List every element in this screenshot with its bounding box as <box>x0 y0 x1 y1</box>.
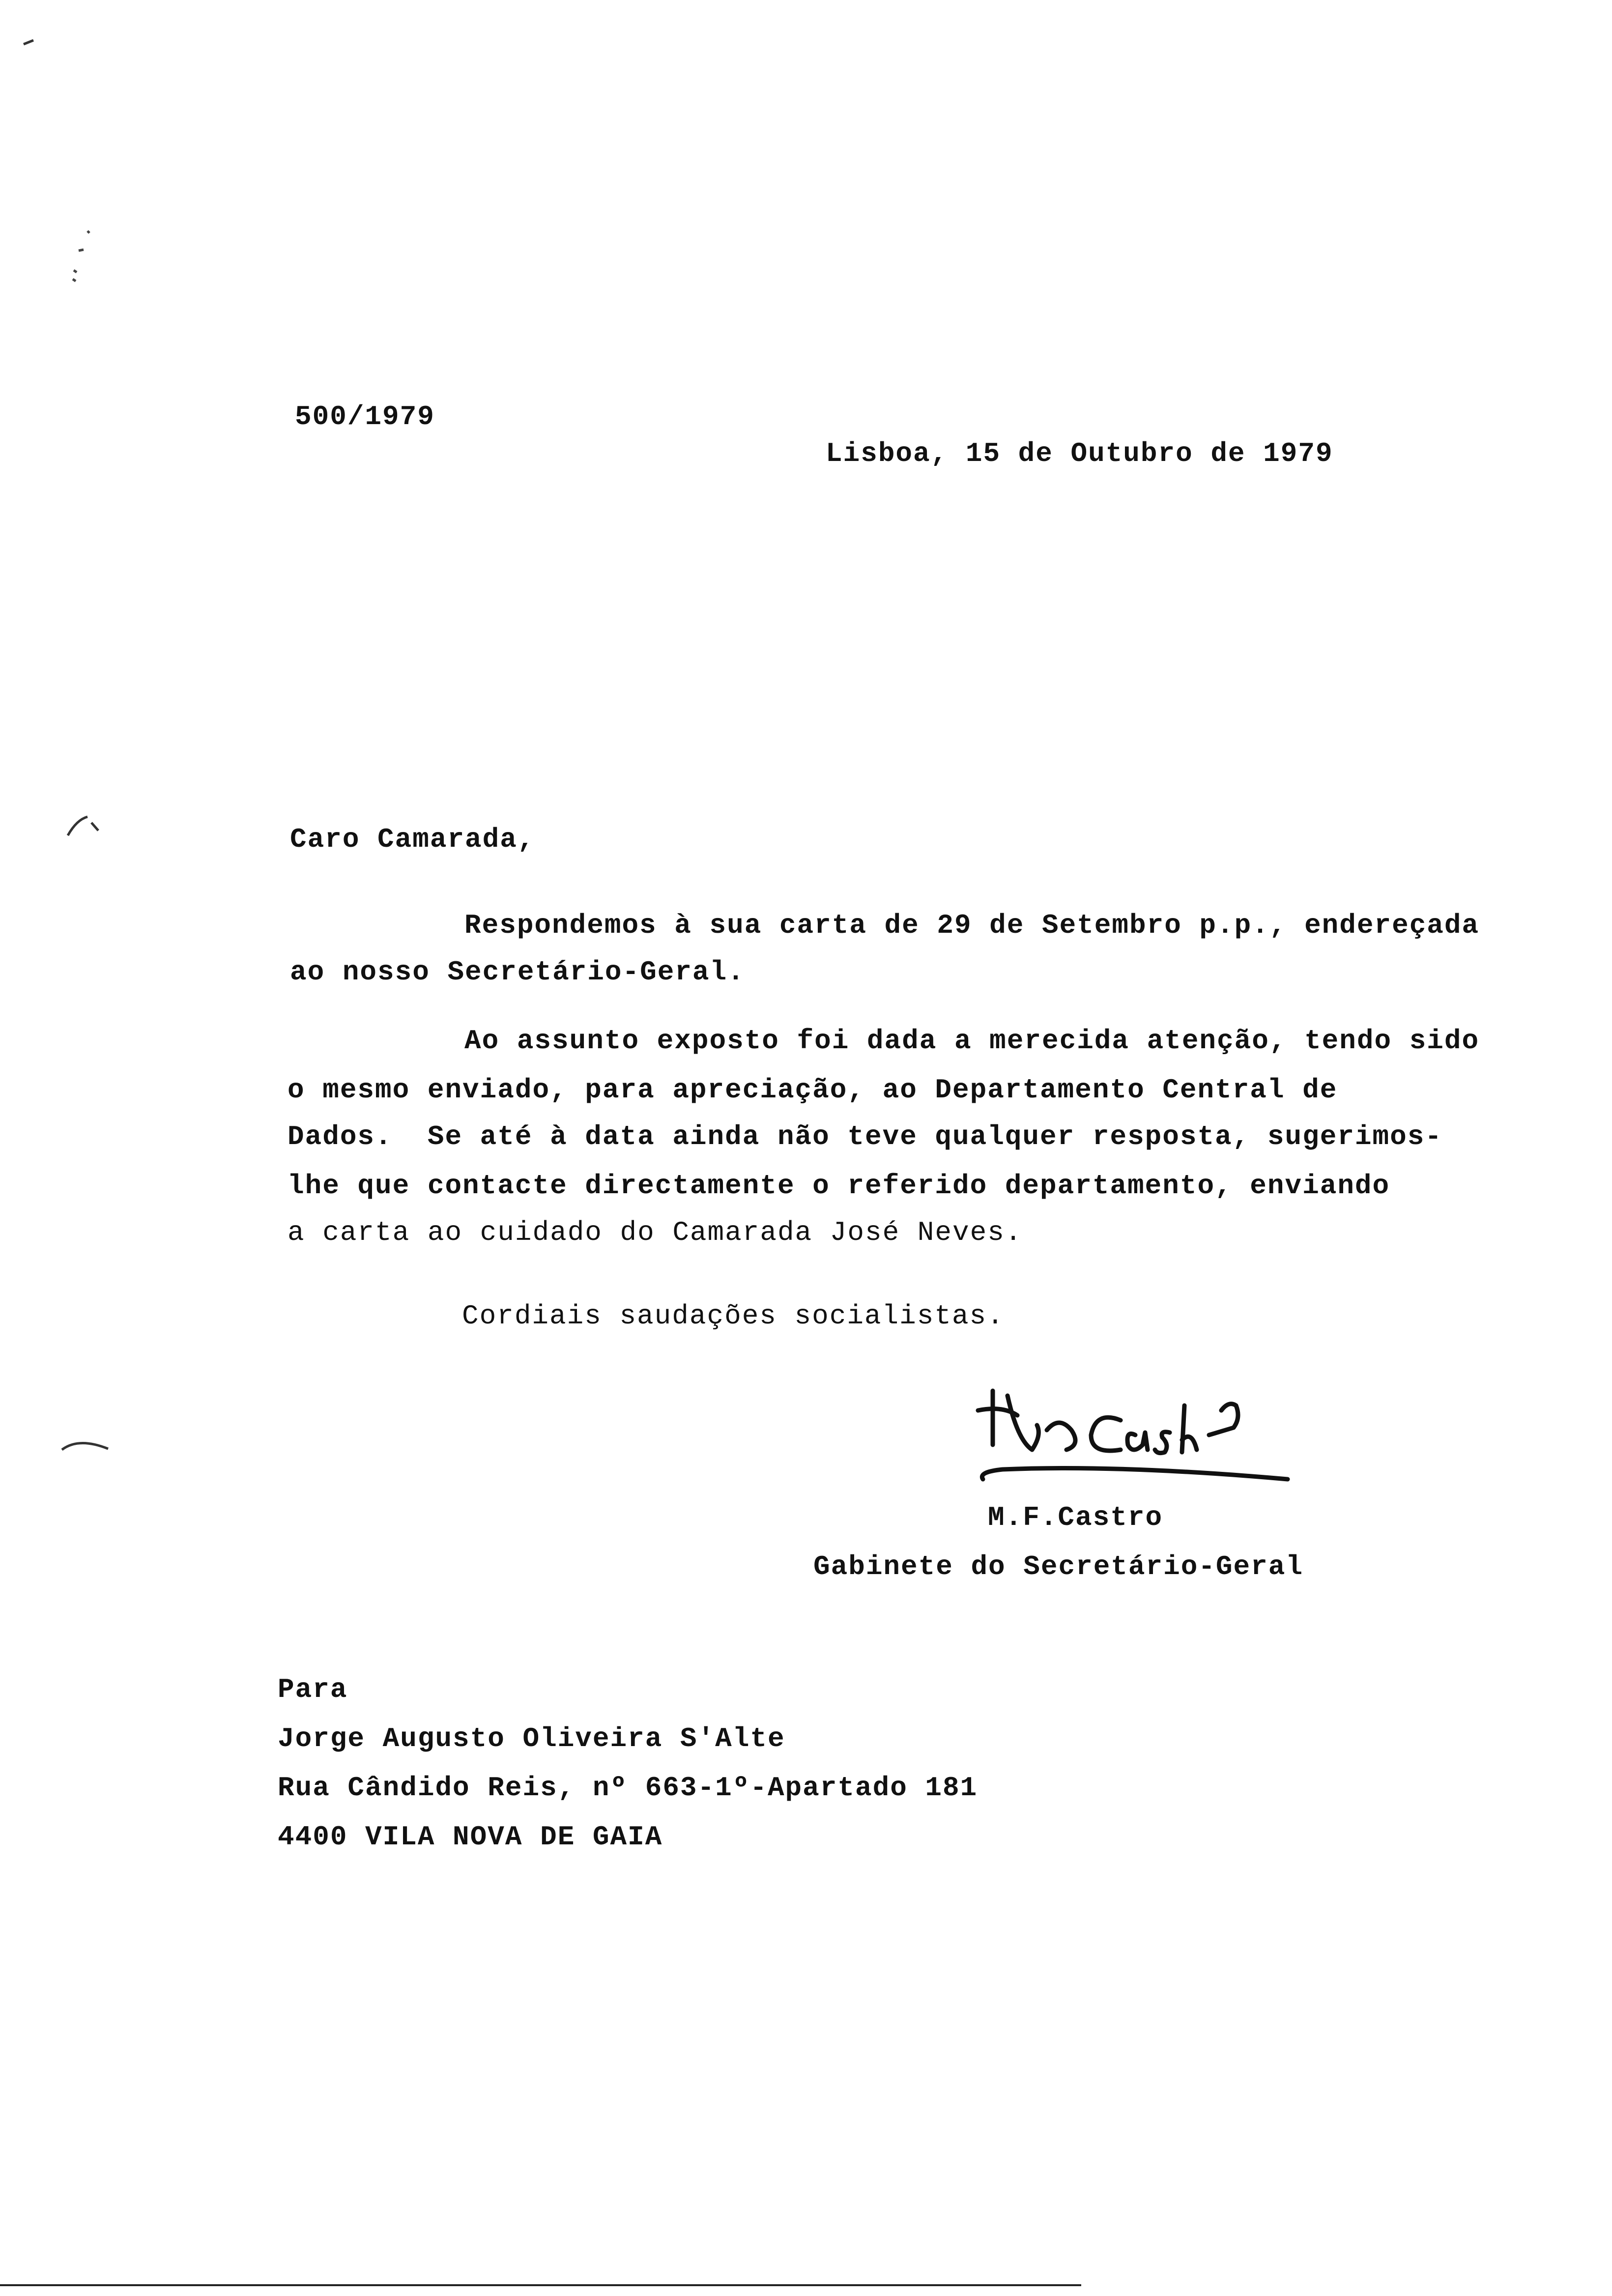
body-line: Respondemos à sua carta de 29 de Setembro p.p., endereçada <box>464 910 1480 941</box>
signatory-title: Gabinete do Secretário-Geral <box>813 1551 1303 1582</box>
punch-hole-mark <box>59 221 98 290</box>
body-line: o mesmo enviado, para apreciação, ao Departamento Central de <box>288 1074 1338 1106</box>
body-line: a carta ao cuidado do Camarada José Neves. <box>288 1217 1023 1248</box>
recipient-name: Jorge Augusto Oliveira S'Alte <box>278 1723 785 1754</box>
closing: Cordiais saudações socialistas. <box>462 1300 1005 1332</box>
fold-mark-upper <box>64 811 113 840</box>
body-line: Ao assunto exposto foi dada a merecida atenção, tendo sido <box>464 1025 1480 1057</box>
fold-mark-lower <box>59 1430 113 1460</box>
handwritten-signature <box>973 1376 1307 1504</box>
body-line: lhe que contacte directamente o referido departamento, enviando <box>288 1170 1390 1202</box>
reference-number: 500/1979 <box>295 401 435 432</box>
date-line: Lisboa, 15 de Outubro de 1979 <box>826 438 1333 469</box>
body-line: Dados. Se até à data ainda não teve qualquer resposta, sugerimos- <box>288 1121 1442 1152</box>
recipient-street: Rua Cândido Reis, nº 663-1º-Apartado 181 <box>278 1772 978 1804</box>
recipient-label: Para <box>278 1674 348 1705</box>
page-edge-line <box>0 2284 1081 2286</box>
body-line: ao nosso Secretário-Geral. <box>290 956 745 988</box>
recipient-city: 4400 VILA NOVA DE GAIA <box>278 1821 663 1853</box>
scan-mark-top <box>20 34 39 49</box>
salutation: Caro Camarada, <box>290 824 535 855</box>
signatory-name: M.F.Castro <box>988 1502 1163 1533</box>
